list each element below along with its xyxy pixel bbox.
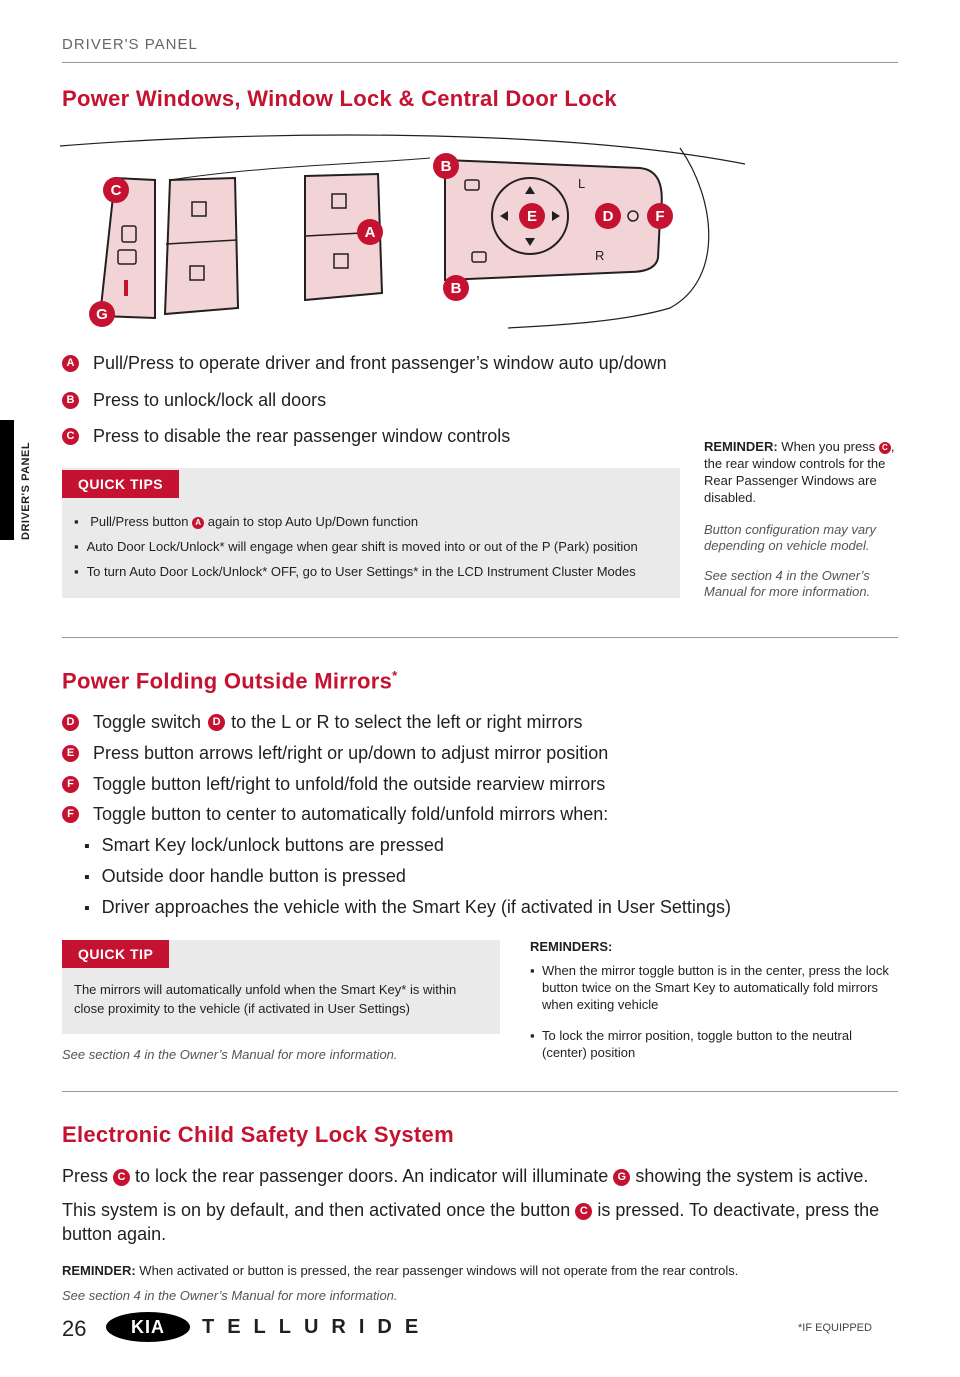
badge-d-inline: D [208, 714, 225, 731]
child-lock-paragraph-2 [62, 1198, 898, 1246]
para-text: This system is on by default, and then activated once the button [62, 1200, 571, 1220]
reminder-text: To lock the mirror position, toggle button to the neutral (center) position [542, 1028, 853, 1060]
badge-c: C [62, 428, 79, 445]
list-item [62, 390, 326, 411]
item-text: Toggle button to center to automatically fold/unfold mirrors when: [93, 804, 609, 824]
reminder-text: , the rear window controls for the Rear Passenger Windows are disabled. [704, 439, 895, 505]
section-divider [62, 1091, 898, 1092]
bullet-item: ▪ Driver approaches the vehicle with the Smart Key (if activated in User Settings) [84, 897, 731, 918]
para-text: to lock the rear passenger doors. An indicator will illuminate [135, 1166, 609, 1186]
callout-g-text: G [96, 306, 108, 323]
item-text: to the L or R to select the left or right mirrors [231, 712, 583, 732]
tip-line [74, 514, 418, 529]
reminders-heading: REMINDERS: [530, 939, 613, 954]
quick-tips-label: QUICK TIPS [62, 470, 179, 498]
model-wordmark: TELLURIDE [202, 1316, 432, 1338]
reminder-note [704, 438, 900, 506]
item-text: Press button arrows left/right or up/down to adjust mirror position [93, 743, 609, 763]
see-manual-note: See section 4 in the Owner’s Manual for more information. [62, 1288, 398, 1303]
callout-b-bottom-text: B [450, 280, 462, 297]
tip-text: Pull/Press button [90, 514, 189, 529]
section-title-mirrors [62, 668, 398, 694]
list-item [62, 743, 608, 764]
badge-c: C [879, 442, 891, 454]
bullet-mark: ▪ [530, 963, 535, 978]
para-text: Press [62, 1166, 109, 1186]
callout-c-text: C [110, 182, 122, 199]
badge-f: F [62, 806, 79, 823]
reminder-line [530, 962, 890, 1013]
badge-a: A [192, 517, 204, 529]
tip-line: ▪ To turn Auto Door Lock/Unlock* OFF, go to User Settings* in the LCD Instrument Cluster Modes [74, 564, 636, 579]
reminder-text: When the mirror toggle button is in the center, press the lock button twice on the Smart Key to automatically fold mirrors when exiting vehicle [542, 963, 889, 1012]
reminder-text: When activated or button is pressed, the rear passenger windows will not operate from the rear controls. [139, 1263, 739, 1278]
bullet-mark: ▪ [530, 1028, 535, 1043]
rear-window-switches[interactable] [165, 178, 238, 314]
reminders-label [530, 938, 612, 955]
see-manual-note: See section 4 in the Owner’s Manual for more information. [704, 568, 871, 599]
section-header: DRIVER'S PANEL [62, 36, 198, 53]
child-lock-reminder [62, 1262, 738, 1279]
tip-line: ▪ Auto Door Lock/Unlock* will engage when gear shift is moved into or out of the P (Park) position [74, 539, 638, 554]
bullet-item: ▪ Smart Key lock/unlock buttons are pressed [84, 835, 444, 856]
callout-d-text: D [602, 208, 614, 225]
item-text: Pull/Press to operate driver and front passenger’s window auto up/down [93, 353, 667, 373]
callout-f-text: F [655, 208, 665, 225]
para-text: showing the system is active. [635, 1166, 869, 1186]
door-panel-diagram [60, 128, 760, 338]
badge-e: E [62, 745, 79, 762]
see-manual-note: See section 4 in the Owner’s Manual for more information. [62, 1047, 398, 1062]
config-note: Button configuration may vary depending on vehicle model. [704, 522, 876, 553]
title-text: Power Folding Outside Mirrors [62, 668, 393, 694]
if-equipped-footnote: *IF EQUIPPED [798, 1322, 872, 1334]
list-item [62, 774, 605, 795]
page-number: 26 [62, 1316, 87, 1341]
callout-b-top-text: B [440, 158, 452, 175]
item-text: Toggle switch [93, 712, 202, 732]
reminder-label: REMINDER: [62, 1263, 136, 1278]
quick-tip-label: QUICK TIP [62, 940, 169, 968]
badge-c: C [575, 1203, 592, 1220]
item-text: Press to disable the rear passenger window controls [93, 426, 511, 446]
mirror-left-mark: L [578, 176, 586, 191]
badge-d: D [62, 714, 79, 731]
list-item [62, 712, 583, 733]
item-text: Press to unlock/lock all doors [93, 390, 327, 410]
mirror-right-mark: R [595, 248, 605, 263]
list-item [62, 353, 667, 374]
section-title-child-lock: Electronic Child Safety Lock System [62, 1122, 454, 1147]
side-tab-label: DRIVER'S PANEL [20, 441, 32, 540]
badge-b: B [62, 392, 79, 409]
child-lock-paragraph-1 [62, 1164, 898, 1188]
tip-text: again to stop Auto Up/Down function [207, 514, 419, 529]
reminder-text: When you press [781, 439, 876, 454]
section-divider [62, 637, 898, 638]
reminder-line [530, 1027, 890, 1061]
panel-contour [170, 158, 430, 180]
callout-a-text: A [364, 224, 376, 241]
badge-c: C [113, 1169, 130, 1186]
child-lock-indicator [124, 280, 128, 296]
side-tab [0, 420, 14, 540]
list-item [62, 804, 608, 825]
badge-g: G [613, 1169, 630, 1186]
para-text: is pressed. To deactivate, press the button again. [62, 1200, 880, 1244]
badge-a: A [62, 355, 79, 372]
header-divider [62, 62, 898, 63]
bullet-item: ▪ Outside door handle button is pressed [84, 866, 406, 887]
title-asterisk: * [392, 668, 398, 683]
badge-f: F [62, 776, 79, 793]
list-item [62, 426, 510, 447]
quick-tip-text: The mirrors will automatically unfold when the Smart Key* is within close proximity to the vehicle (if activated in User Settings) [74, 982, 457, 1016]
kia-logo: KIA [106, 1312, 190, 1342]
section-title-power-windows: Power Windows, Window Lock & Central Door Lock [62, 86, 617, 111]
reminder-label: REMINDER: [704, 439, 778, 454]
callout-e-text: E [526, 208, 538, 225]
item-text: Toggle button left/right to unfold/fold the outside rearview mirrors [93, 774, 606, 794]
